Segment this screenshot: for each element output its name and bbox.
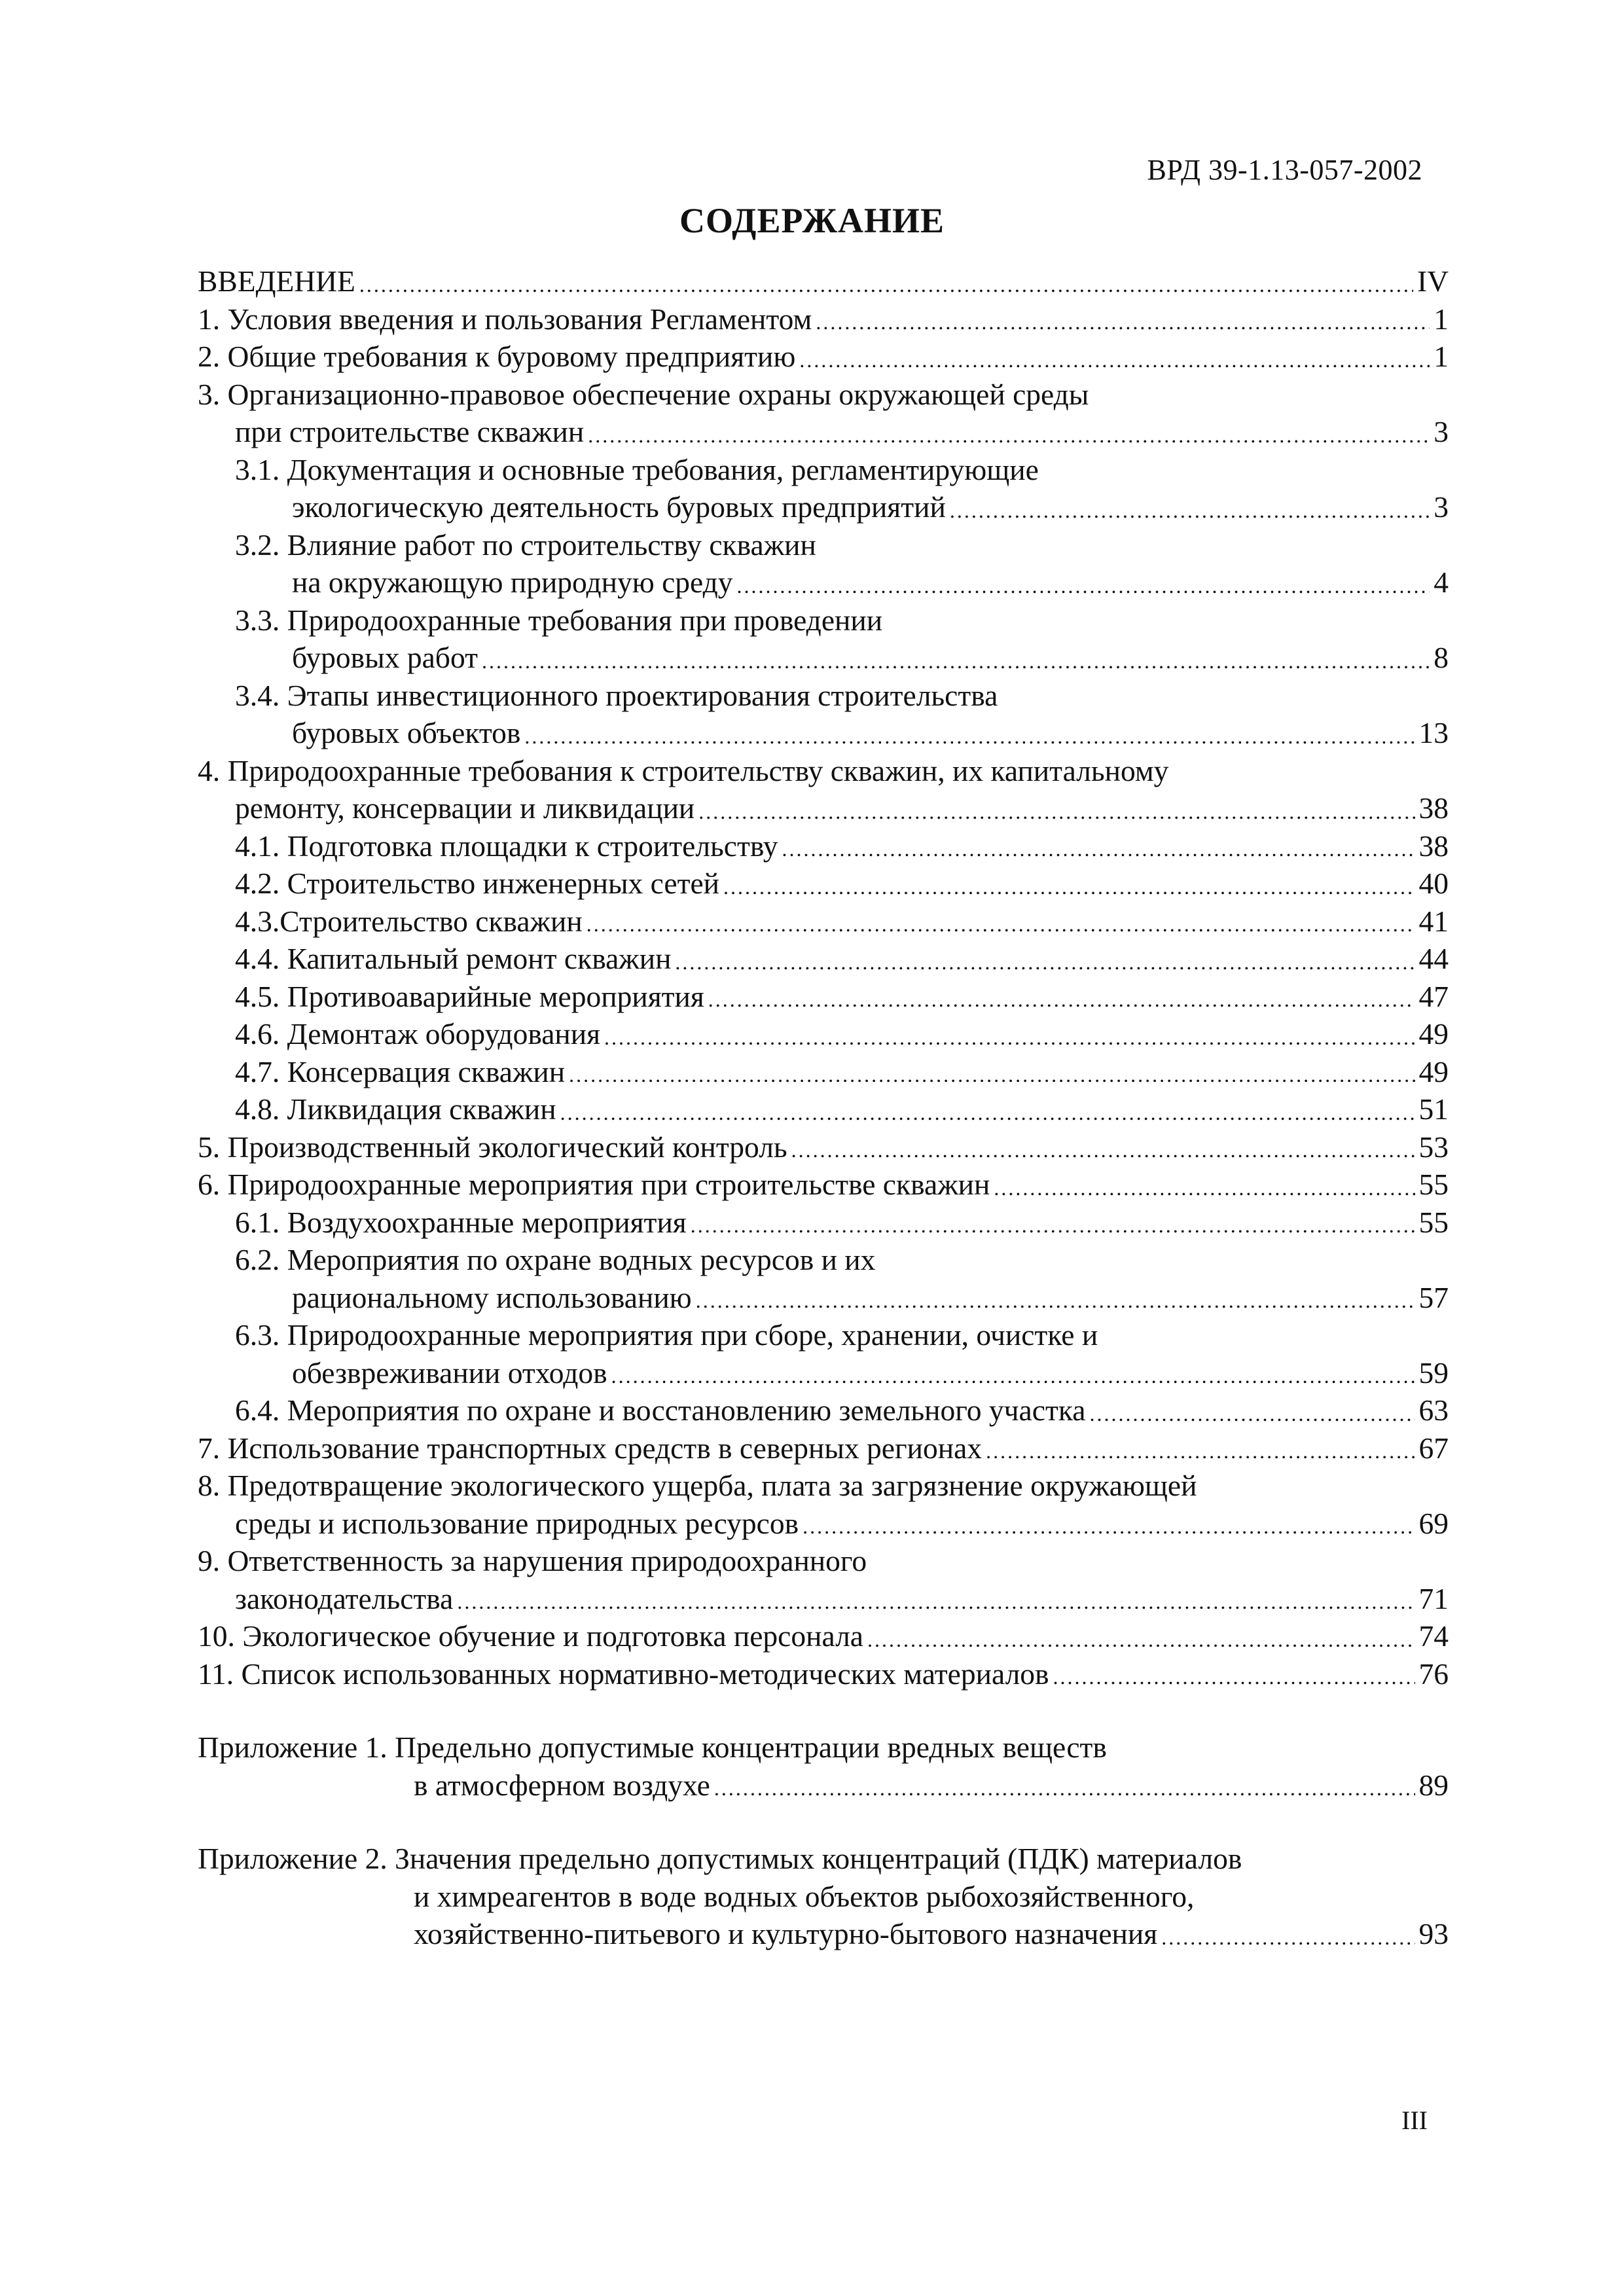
toc-entry-text: Приложение 1. Предельно допустимые концентрации вредных веществ	[198, 1731, 1107, 1764]
toc-page-number: 38	[1418, 791, 1449, 825]
dot-leader	[867, 1629, 1415, 1651]
toc-entry[interactable]	[198, 1086, 1449, 1124]
toc-page-number: 55	[1418, 1205, 1449, 1239]
toc-entry-text: 10. Экологическое обучение и подготовка персонала	[198, 1619, 863, 1653]
toc-entry[interactable]	[198, 334, 1449, 372]
toc-entry-text: 4.8. Ликвидация скважин	[235, 1092, 556, 1126]
toc-page-number: 38	[1418, 829, 1449, 863]
toc-page-number: 71	[1418, 1581, 1449, 1615]
dot-leader	[1053, 1666, 1415, 1689]
toc-entry[interactable]	[198, 1763, 1449, 1801]
toc-entry[interactable]	[198, 710, 1449, 748]
dot-leader	[791, 1139, 1415, 1162]
toc-entry-text: хозяйственно-питьевого и культурно-бытового назначения	[414, 1917, 1158, 1950]
section-gap	[198, 1800, 1449, 1836]
toc-entry[interactable]	[198, 1651, 1449, 1689]
toc-entry[interactable]	[198, 1426, 1449, 1463]
toc-page-number: 3	[1434, 415, 1449, 448]
dot-leader	[457, 1591, 1415, 1613]
toc-entry[interactable]	[198, 1312, 1449, 1350]
dot-leader	[994, 1177, 1415, 1200]
toc-entry[interactable]	[198, 1049, 1449, 1087]
toc-entry[interactable]	[198, 1501, 1449, 1539]
toc-entry[interactable]	[198, 1011, 1449, 1049]
toc-page-number: 59	[1418, 1355, 1449, 1390]
dot-leader	[723, 876, 1415, 899]
toc-page-number: 41	[1418, 904, 1449, 938]
toc-entry[interactable]	[198, 748, 1449, 786]
toc-entry[interactable]	[198, 259, 1449, 296]
toc-page-number: 13	[1418, 716, 1449, 749]
section-gap	[198, 1689, 1449, 1725]
dot-leader	[359, 274, 1413, 296]
toc-entry-text: и химреагентов в воде водных объектов рыбохозяйственного,	[414, 1879, 1195, 1913]
toc-entry-text: 3.2. Влияние работ по строительству скважин	[235, 528, 816, 562]
toc-entry-text: 4.6. Демонтаж оборудования	[235, 1017, 601, 1050]
dot-leader	[611, 1365, 1415, 1388]
toc-page-number: 74	[1418, 1619, 1449, 1653]
toc-entry-text: 3.1. Документация и основные требования, регламентирующие	[235, 452, 1039, 486]
toc-entry[interactable]	[198, 598, 1449, 636]
toc-entry-text: 4.3.Строительство скважин	[235, 904, 583, 938]
toc-entry[interactable]	[198, 1725, 1449, 1763]
toc-entry-text: буровых объектов	[292, 716, 521, 749]
toc-entry-text: обезвреживании отходов	[292, 1355, 607, 1390]
toc-entry[interactable]	[198, 296, 1449, 334]
toc-entry-text: 6.3. Природоохранные мероприятия при сборе, хранении, очистке и	[235, 1318, 1098, 1352]
toc-page-number: 76	[1418, 1657, 1449, 1691]
toc-entry-text: 11. Список использованных нормативно-методических материалов	[198, 1657, 1049, 1691]
toc-entry[interactable]	[198, 1350, 1449, 1388]
toc-entry-text: 4.5. Противоаварийные мероприятия	[235, 979, 704, 1013]
toc-entry[interactable]	[198, 861, 1449, 899]
toc-entry[interactable]	[198, 1836, 1449, 1874]
dot-leader	[560, 1102, 1415, 1124]
dot-leader	[782, 838, 1415, 861]
toc-page-number: 1	[1434, 340, 1449, 373]
toc-entry-text: 8. Предотвращение экологического ущерба, плата за загрязнение окружающей	[198, 1469, 1197, 1502]
toc-entry-text: буровых работ	[292, 641, 478, 674]
dot-leader	[482, 651, 1430, 673]
toc-entry-text: Приложение 2. Значения предельно допустимых концентраций (ПДК) материалов	[198, 1842, 1242, 1875]
toc-entry[interactable]	[198, 1538, 1449, 1576]
toc-entry-text: ремонту, консервации и ликвидации	[235, 791, 695, 825]
toc-entry-text: 3. Организационно-правовое обеспечение охраны окружающей среды	[198, 377, 1089, 411]
toc-entry-text: 6.4. Мероприятия по охране и восстановлению земельного участка	[235, 1393, 1086, 1427]
toc-entry-text: в атмосферном воздухе	[414, 1768, 710, 1802]
toc-entry-text: при строительстве скважин	[235, 415, 585, 448]
toc-entry[interactable]	[198, 899, 1449, 937]
toc-entry[interactable]	[198, 785, 1449, 823]
toc-entry-text: рациональному использованию	[292, 1280, 692, 1314]
toc-entry-text: 2. Общие требования к буровому предприятию	[198, 340, 796, 373]
toc-page-number: 49	[1418, 1054, 1449, 1088]
dot-leader	[1089, 1403, 1415, 1426]
toc-page-number: 49	[1418, 1017, 1449, 1050]
toc-entry-text: ВВЕДЕНИЕ	[198, 264, 355, 298]
toc-entry-text: 9. Ответственность за нарушения природоохранного	[198, 1544, 867, 1577]
toc-page-number: IV	[1416, 264, 1449, 298]
toc-entry-text: 4.2. Строительство инженерных сетей	[235, 867, 720, 900]
toc-entry[interactable]	[198, 1200, 1449, 1238]
toc-entry[interactable]	[198, 1162, 1449, 1200]
toc-page-number: 47	[1418, 979, 1449, 1013]
toc-entry-text: 4.4. Капитальный ремонт скважин	[235, 942, 672, 975]
toc-entry-text: экологическую деятельность буровых предприятий	[292, 490, 946, 524]
toc-entry[interactable]	[198, 974, 1449, 1012]
toc-entry[interactable]	[198, 1576, 1449, 1614]
toc-page-number: 8	[1434, 641, 1449, 674]
dot-leader	[816, 312, 1430, 334]
toc-entry[interactable]	[198, 1237, 1449, 1275]
toc-entry[interactable]	[198, 409, 1449, 447]
toc-entry-text: 6.1. Воздухоохранные мероприятия	[235, 1205, 687, 1239]
dot-leader	[1161, 1927, 1415, 1949]
document-code: ВРД 39-1.13-057-2002	[1147, 154, 1422, 186]
dot-leader	[708, 989, 1415, 1011]
toc-entry-text: 3.4. Этапы инвестиционного проектирования строительства	[235, 678, 998, 712]
toc-page-number: 51	[1418, 1092, 1449, 1126]
toc-page-number: 93	[1418, 1917, 1449, 1950]
toc-page-number: 63	[1418, 1393, 1449, 1427]
dot-leader	[950, 500, 1430, 522]
toc-page-number: 57	[1418, 1280, 1449, 1314]
toc-entry-text: 5. Производственный экологический контроль	[198, 1130, 787, 1164]
toc-entry-text: 1. Условия введения и пользования Регламентом	[198, 302, 812, 336]
toc-entry-text: 4.7. Консервация скважин	[235, 1054, 566, 1088]
toc-entry[interactable]	[198, 522, 1449, 560]
toc-entry[interactable]	[198, 673, 1449, 711]
dot-leader	[698, 801, 1415, 823]
dot-leader	[986, 1441, 1415, 1463]
toc-entry-text: 4.1. Подготовка площадки к строительству	[235, 829, 778, 863]
toc-entry-text: 3.3. Природоохранные требования при проведении	[235, 603, 883, 637]
dot-leader	[714, 1778, 1415, 1800]
toc-page-number: 55	[1418, 1168, 1449, 1201]
toc-page-number: 69	[1418, 1506, 1449, 1540]
table-of-contents	[198, 259, 1449, 1949]
toc-entry[interactable]	[198, 1124, 1449, 1162]
toc-entry[interactable]	[198, 1911, 1449, 1949]
dot-leader	[803, 1516, 1415, 1538]
toc-entry[interactable]	[198, 1613, 1449, 1651]
toc-entry[interactable]	[198, 372, 1449, 410]
toc-page-number: 40	[1418, 867, 1449, 900]
toc-entry-text: 7. Использование транспортных средств в северных регионах	[198, 1431, 983, 1465]
dot-leader	[675, 952, 1415, 974]
toc-entry[interactable]	[198, 1874, 1449, 1912]
dot-leader	[524, 726, 1415, 748]
toc-page-number: 3	[1434, 490, 1449, 524]
dot-leader	[737, 575, 1430, 598]
dot-leader	[691, 1215, 1415, 1237]
toc-entry[interactable]	[198, 1275, 1449, 1313]
toc-entry[interactable]	[198, 447, 1449, 485]
page-title: СОДЕРЖАНИЕ	[679, 201, 945, 240]
dot-leader	[588, 425, 1430, 447]
page-number: III	[1401, 2106, 1428, 2135]
toc-entry[interactable]	[198, 560, 1449, 598]
toc-entry-text: 6. Природоохранные мероприятия при строительстве скважин	[198, 1168, 990, 1201]
toc-entry[interactable]	[198, 635, 1449, 673]
toc-page-number: 67	[1418, 1431, 1449, 1465]
toc-page-number: 53	[1418, 1130, 1449, 1164]
toc-entry-text: на окружающую природную среду	[292, 565, 733, 599]
toc-page-number: 89	[1418, 1768, 1449, 1802]
dot-leader	[799, 350, 1430, 372]
dot-leader	[586, 914, 1415, 936]
toc-entry[interactable]	[198, 1463, 1449, 1501]
toc-entry-text: 4. Природоохранные требования к строительству скважин, их капитальному	[198, 753, 1169, 787]
toc-page-number: 44	[1418, 942, 1449, 975]
dot-leader	[604, 1027, 1415, 1049]
toc-entry[interactable]	[198, 936, 1449, 974]
toc-entry[interactable]	[198, 484, 1449, 522]
toc-entry[interactable]	[198, 823, 1449, 861]
toc-page-number: 4	[1434, 565, 1449, 599]
toc-entry-text: законодательства	[235, 1581, 454, 1615]
toc-page-number: 1	[1434, 302, 1449, 336]
dot-leader	[569, 1064, 1415, 1086]
toc-entry-text: 6.2. Мероприятия по охране водных ресурсов и их	[235, 1243, 876, 1276]
toc-entry-text: среды и использование природных ресурсов	[235, 1506, 799, 1540]
dot-leader	[696, 1290, 1415, 1312]
toc-entry[interactable]	[198, 1388, 1449, 1426]
